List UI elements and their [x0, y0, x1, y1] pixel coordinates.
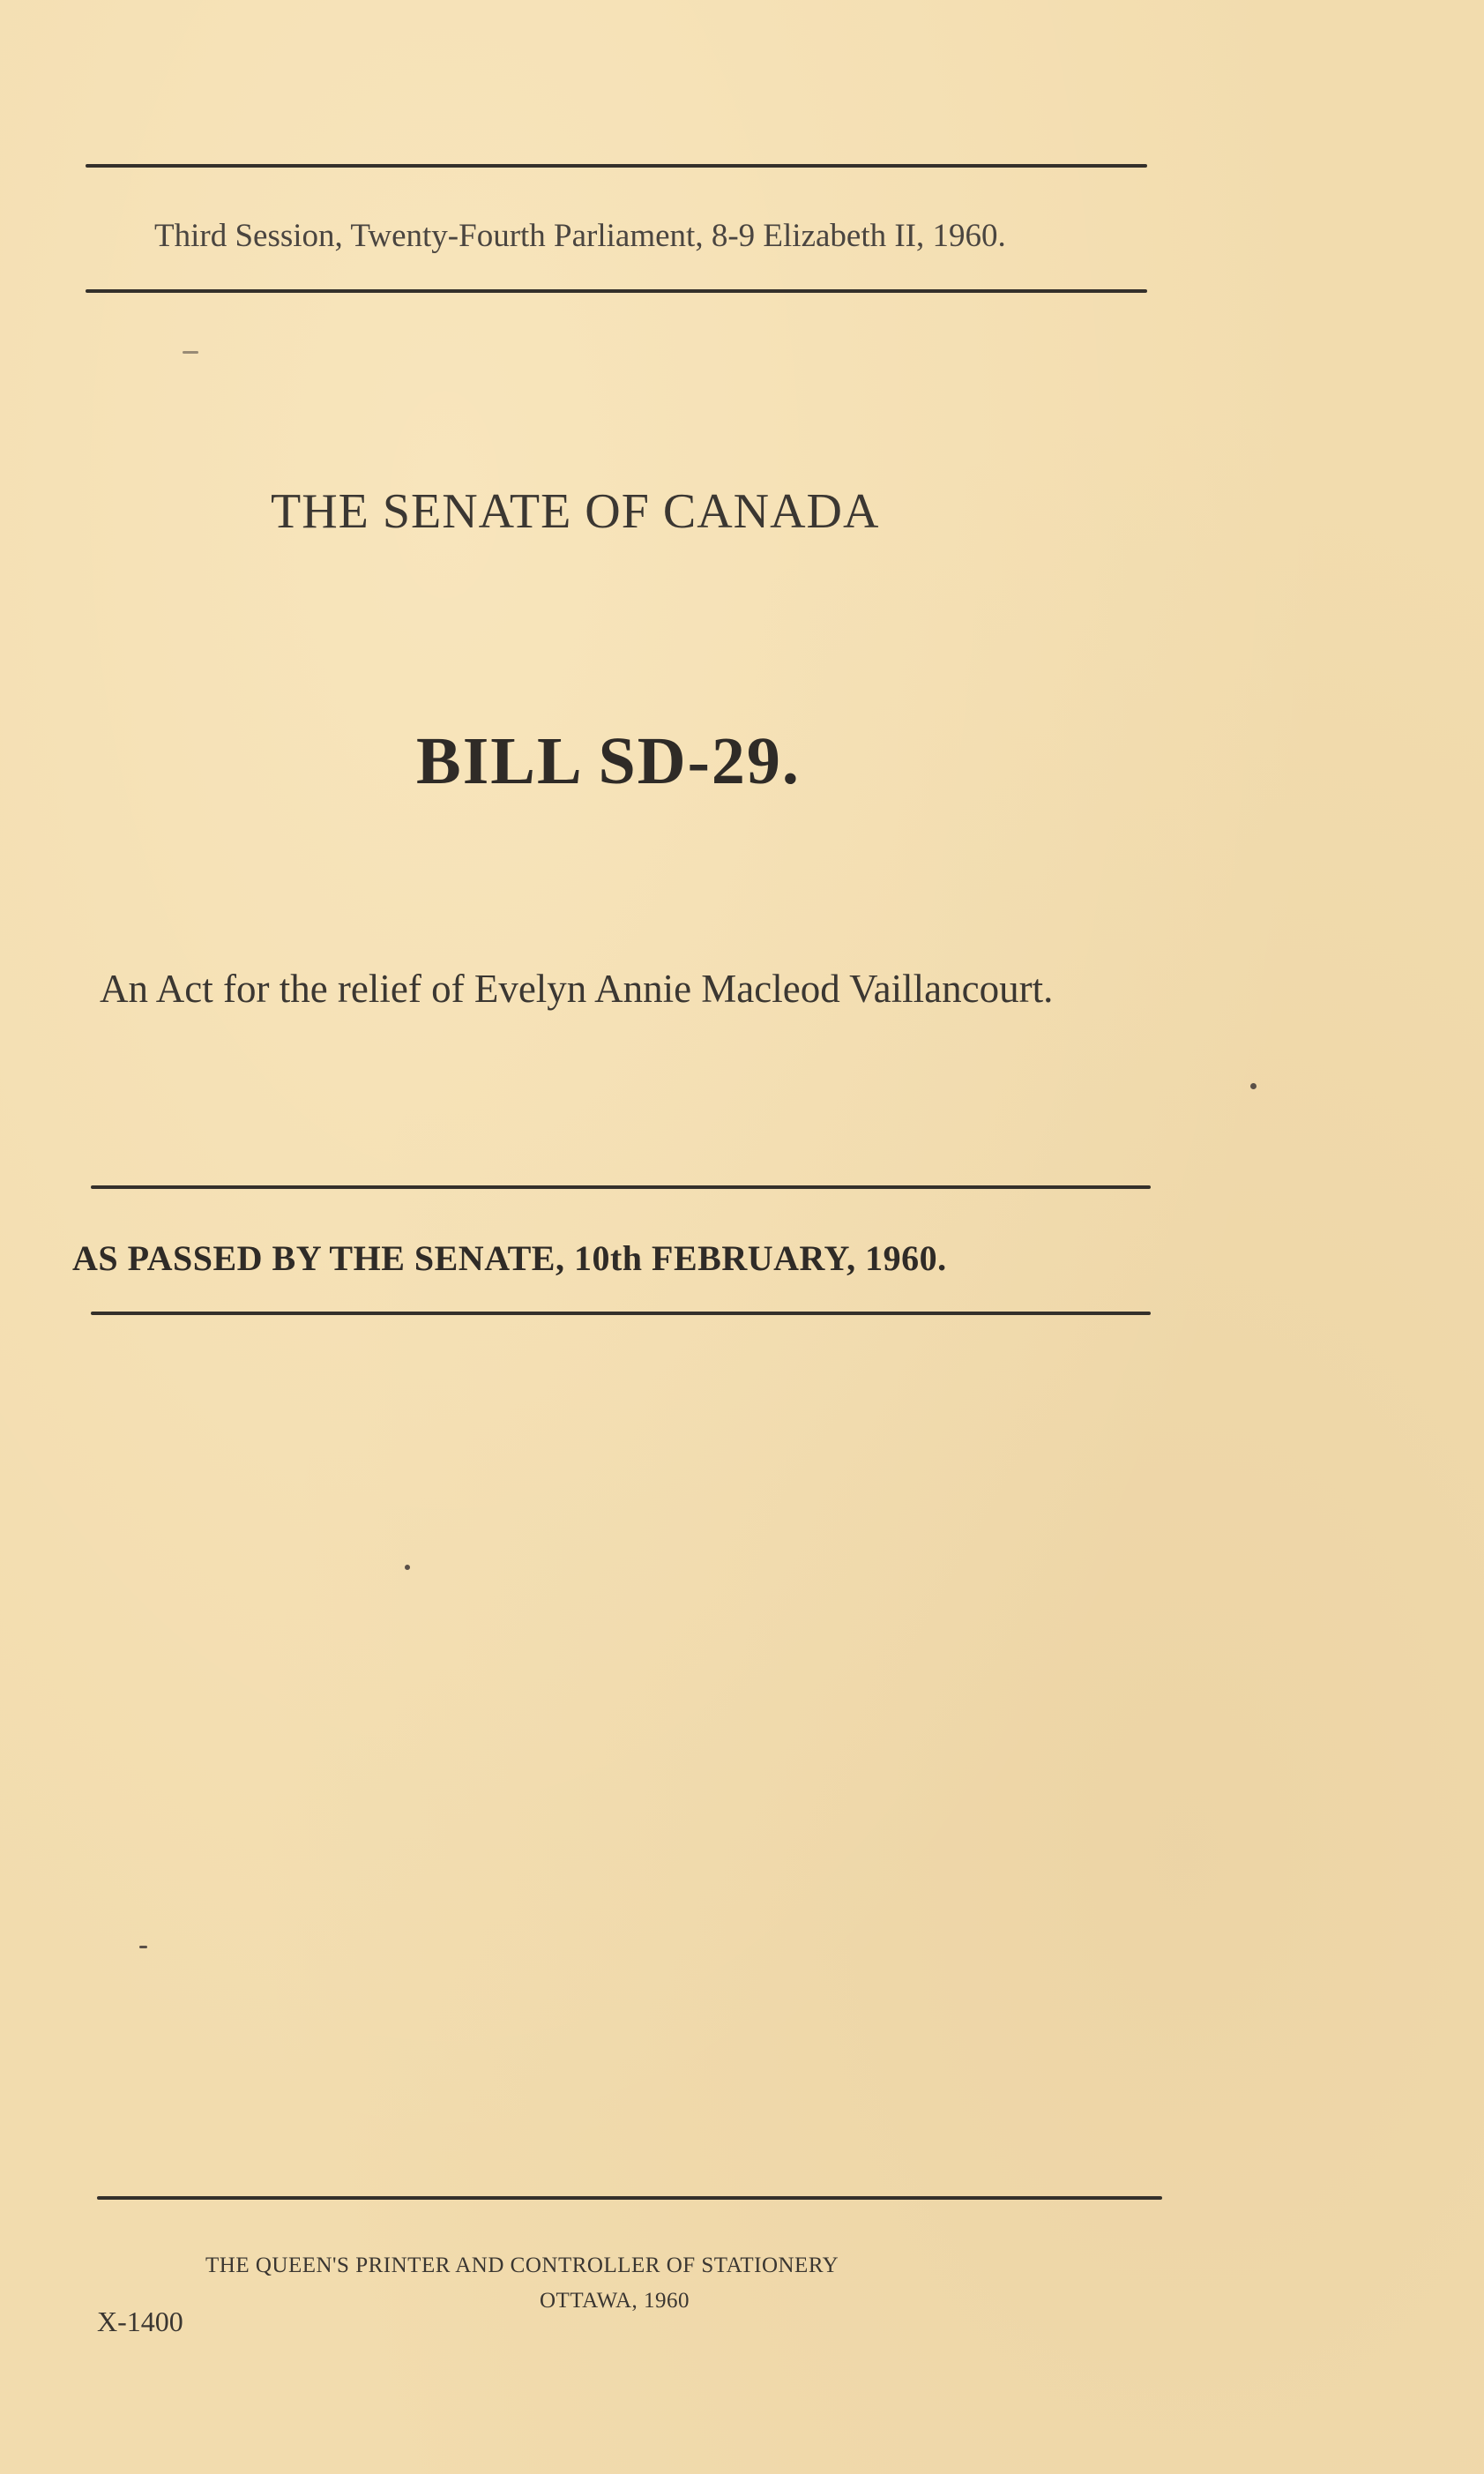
status-rule-upper: [91, 1185, 1151, 1189]
top-rule-lower: [86, 289, 1147, 293]
bill-number: BILL SD-29.: [416, 724, 801, 798]
institution-title: THE SENATE OF CANADA: [271, 484, 880, 539]
printer-credit: THE QUEEN'S PRINTER AND CONTROLLER OF STATIONERY: [205, 2254, 839, 2277]
document-code: X-1400: [97, 2306, 183, 2337]
printer-city-year: OTTAWA, 1960: [540, 2289, 690, 2313]
session-line: Third Session, Twenty-Fourth Parliament, 8-9 Elizabeth II, 1960.: [154, 218, 1006, 254]
footer-rule: [97, 2196, 1162, 2200]
paper-speck: [1250, 1083, 1257, 1089]
paper-speck: [183, 351, 198, 354]
act-description: An Act for the relief of Evelyn Annie Macleod Vaillancourt.: [100, 967, 1054, 1011]
passed-status-line: AS PASSED BY THE SENATE, 10th FEBRUARY, 1960.: [72, 1238, 947, 1278]
paper-speck: [139, 1946, 147, 1948]
paper-speck: [405, 1565, 410, 1570]
status-rule-lower: [91, 1312, 1151, 1315]
top-rule-upper: [86, 164, 1147, 168]
